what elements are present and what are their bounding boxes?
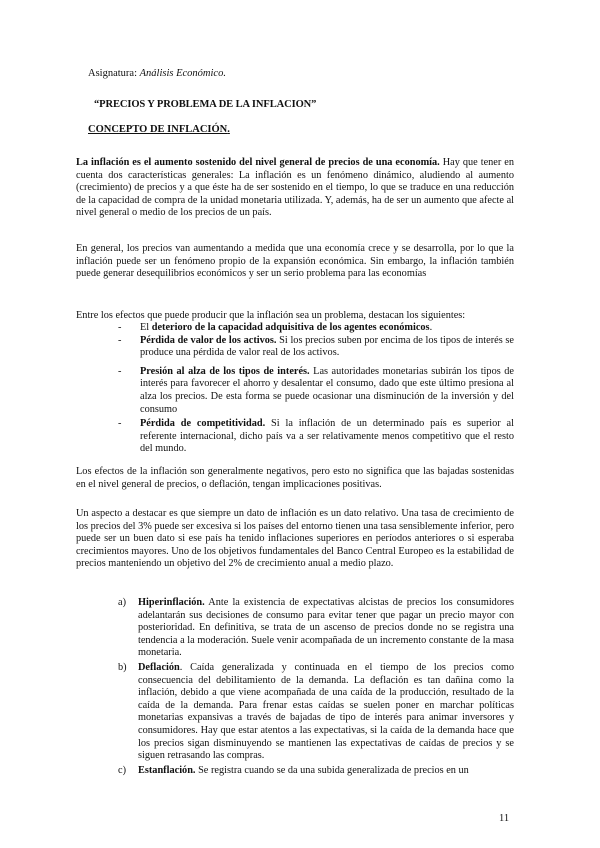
effects-list [118,322,514,456]
paragraph-general: En general, los precios van aumentando a medida que una economía crece y se desarrolla, por lo que la inflación puede ser un fenómeno propio de la expansión económica. Sin embargo, la inflación también puede generar desequilibrios económicos y ser un serio problema para las economías [76,243,514,280]
list-item-pre: El [140,322,152,333]
paragraph-definition [76,157,514,220]
list-marker: - [118,322,122,333]
list-item-text: . Caída generalizada y continuada en el tiempo de los precios como consecuencia del debilitamiento de la demanda. La deflación es tan dañina como la inflación, debido a que viene acompañada de una caída de la producción, resultado de la caída de la demanda. Para frenar estas caídas se suelen poner en marchar políticas monetarias expansivas a través de bajadas de tipo de interés para animar inversores y consumidores. Hay que estar atentos a las expectativas, si la caída de la demanda hace que los precios sigan disminuyendo se mantienen las expectativas de caídas de precios y se siguen retrasando las compras. [138,661,514,762]
list-item [118,662,514,763]
section-heading-tail: . [227,124,230,135]
section-heading-text: CONCEPTO DE INFLACIÓN [88,124,228,135]
list-item-text: Las autoridades monetarias subirán los tipos de interés para favorecer el ahorro y desalentar el consumo, dado que este último presiona al alza los precios. De esta forma se puede ocasionar una disminución de la inversión y del consumo [140,365,514,415]
inflation-types-list [118,597,514,777]
list-item-text: Se registra cuando se da una subida generalizada de precios en un [195,764,469,776]
list-item [118,322,514,335]
document-title: “PRECIOS Y PROBLEMA DE LA INFLACION” [94,99,317,110]
page-number: 11 [499,813,510,824]
list-item [118,418,514,456]
list-item [118,335,514,360]
list-marker: c) [118,764,126,776]
list-item [118,765,514,778]
list-item-text: Ante la existencia de expectativas alcistas de precios los consumidores adelantarán sus decisiones de consumo para evitar tener que pagar un precio mayor con posterioridad. En definitiva, se trata de un ascenso de precios donde no se registra una tendencia a la moderación. Suele venir acompañada de un incremento constante de la masa monetaria. [138,597,514,659]
definition-bold: La inflación es el aumento sostenido del nivel general de precios de una economía. [76,157,440,168]
subject-line [88,68,226,79]
list-item-bold: Pérdida de competitividad. [140,418,266,430]
definition-text: Hay que tener en cuenta dos características generales: La inflación es un fenómeno dinámico, aludiendo al aumento (crecimiento) de precios y a que éste ha de ser sostenido en el tiempo, lo que se traduce en una reducción de la capacidad de compra de la unidad monetaria utilizada. Y, además, ha de ser un aumento que afecte al nivel general o medio de los precios de un país. [76,157,514,219]
subject-label: Asignatura: [88,68,137,79]
list-item-text: Si la inflación de un determinado país es superior al referente internacional, dicho país va a ser relativamente menos competitivo que el resto del mundo. [140,418,514,455]
list-item-bold: Estanflación. [138,764,196,776]
list-item [118,366,514,416]
list-marker: - [118,365,122,377]
list-item-bold: Pérdida de valor de los activos. [140,334,277,346]
list-marker: a) [118,597,126,608]
list-item-text: . [429,322,433,333]
list-item-bold: Deflación [138,661,180,673]
list-marker: - [118,418,122,430]
list-item-bold: Hiperinflación. [138,597,205,608]
list-item [118,597,514,660]
list-item-bold: Presión al alza de los tipos de interés. [140,365,310,377]
subject-value: Análisis Económico. [139,68,226,79]
section-heading [88,124,230,135]
paragraph-relative: Un aspecto a destacar es que siempre un dato de inflación es un dato relativo. Una tasa de crecimiento de los precios del 3% puede ser excesiva si los países del entorno tienen una tasa sensiblemente inferior, pero puede ser un buen dato si ese país ha tenido inflaciones superiores en períodos anteriores o si esperaba crecimientos mayores. Uno de los objetivos fundamentales del Banco Central Europeo es la estabilidad de precios manteniendo un objetivo del 2% de crecimiento anual a medio plazo. [76,508,514,570]
list-marker: - [118,334,122,346]
paragraph-effects-intro: Entre los efectos que puede producir que la inflación sea un problema, destacan los siguientes: [76,310,466,321]
paragraph-effects-negative: Los efectos de la inflación son generalmente negativos, pero esto no significa que las bajadas sostenidas en el nivel general de precios, o deflación, tengan implicaciones positivas. [76,466,514,490]
list-item-bold: deterioro de la capacidad adquisitiva de los agentes económicos [151,322,430,333]
list-item-text: Si los precios suben por encima de los tipos de interés se produce una pérdida de valor real de los activos. [140,334,515,359]
list-marker: b) [118,661,127,673]
